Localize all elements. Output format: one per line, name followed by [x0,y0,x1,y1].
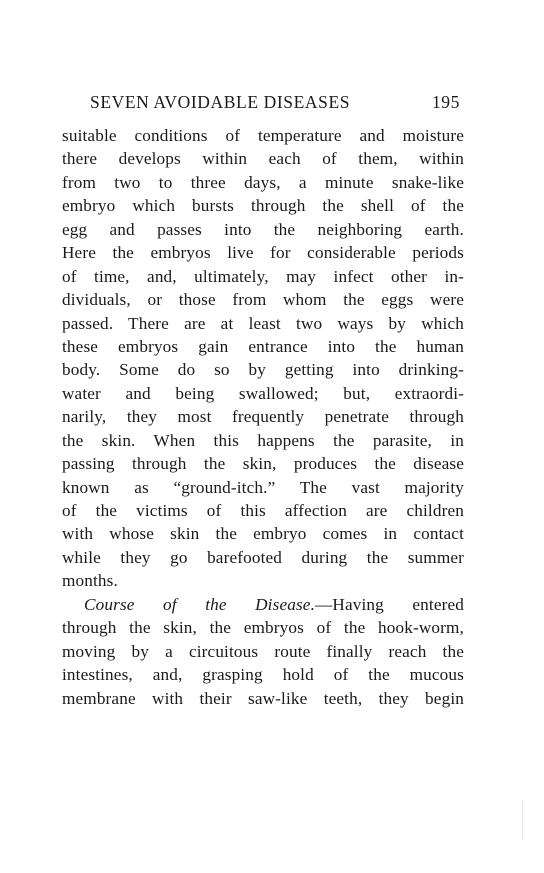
text-line: there develops within each of them, within [62,149,464,169]
running-head-title: SEVEN AVOIDABLE DISEASES [90,92,351,112]
text-line: passing through the skin, produces the disease [62,454,464,474]
text-line: these embryos gain entrance into the human [62,336,464,356]
scan-mark [522,800,523,840]
text-line: known as “ground-itch.” The vast majority [62,477,464,497]
text-line: while they go barefooted during the summer [62,547,464,567]
text-line: suitable conditions of temperature and moisture [62,126,464,145]
text-line: of the victims of this affection are children [62,501,464,520]
text-line: passed. There are at least two ways by which [62,313,464,333]
text-line: egg and passes into the neighboring earth. [62,219,464,239]
text-line: narily, they most frequently penetrate through [62,407,464,427]
text-line: embryo which bursts through the shell of the [62,196,464,216]
text-line: water and being swallowed; but, extraordi- [62,383,464,403]
section-heading-dash: — [315,594,333,614]
running-head [64,90,464,114]
page-number: 195 [431,92,460,112]
body-text [62,124,464,710]
text-line: Here the embryos live for considerable periods [62,243,464,263]
text-line: of time, and, ultimately, may infect other in- [62,266,464,286]
text-line: with whose skin the embryo comes in contact [62,524,464,544]
text-line: from two to three days, a minute snake-like [62,172,464,192]
text-line: intestines, and, grasping hold of the mucous [62,665,464,685]
text-line: through the skin, the embryos of the hook-worm, [62,618,464,638]
text-line: moving by a circuitous route finally reach the [62,641,464,661]
text-line: dividuals, or those from whom the eggs were [62,290,464,310]
text-line: body. Some do so by getting into drinking- [62,360,464,380]
section-first-line-text: Having entered [332,594,464,614]
text-line: months. [62,571,118,591]
section-first-line [62,593,464,616]
section-heading: Course of the Disease. [84,594,316,614]
text-line: membrane with their saw-like teeth, they begin [62,688,464,708]
text-line: the skin. When this happens the parasite, in [62,430,464,450]
